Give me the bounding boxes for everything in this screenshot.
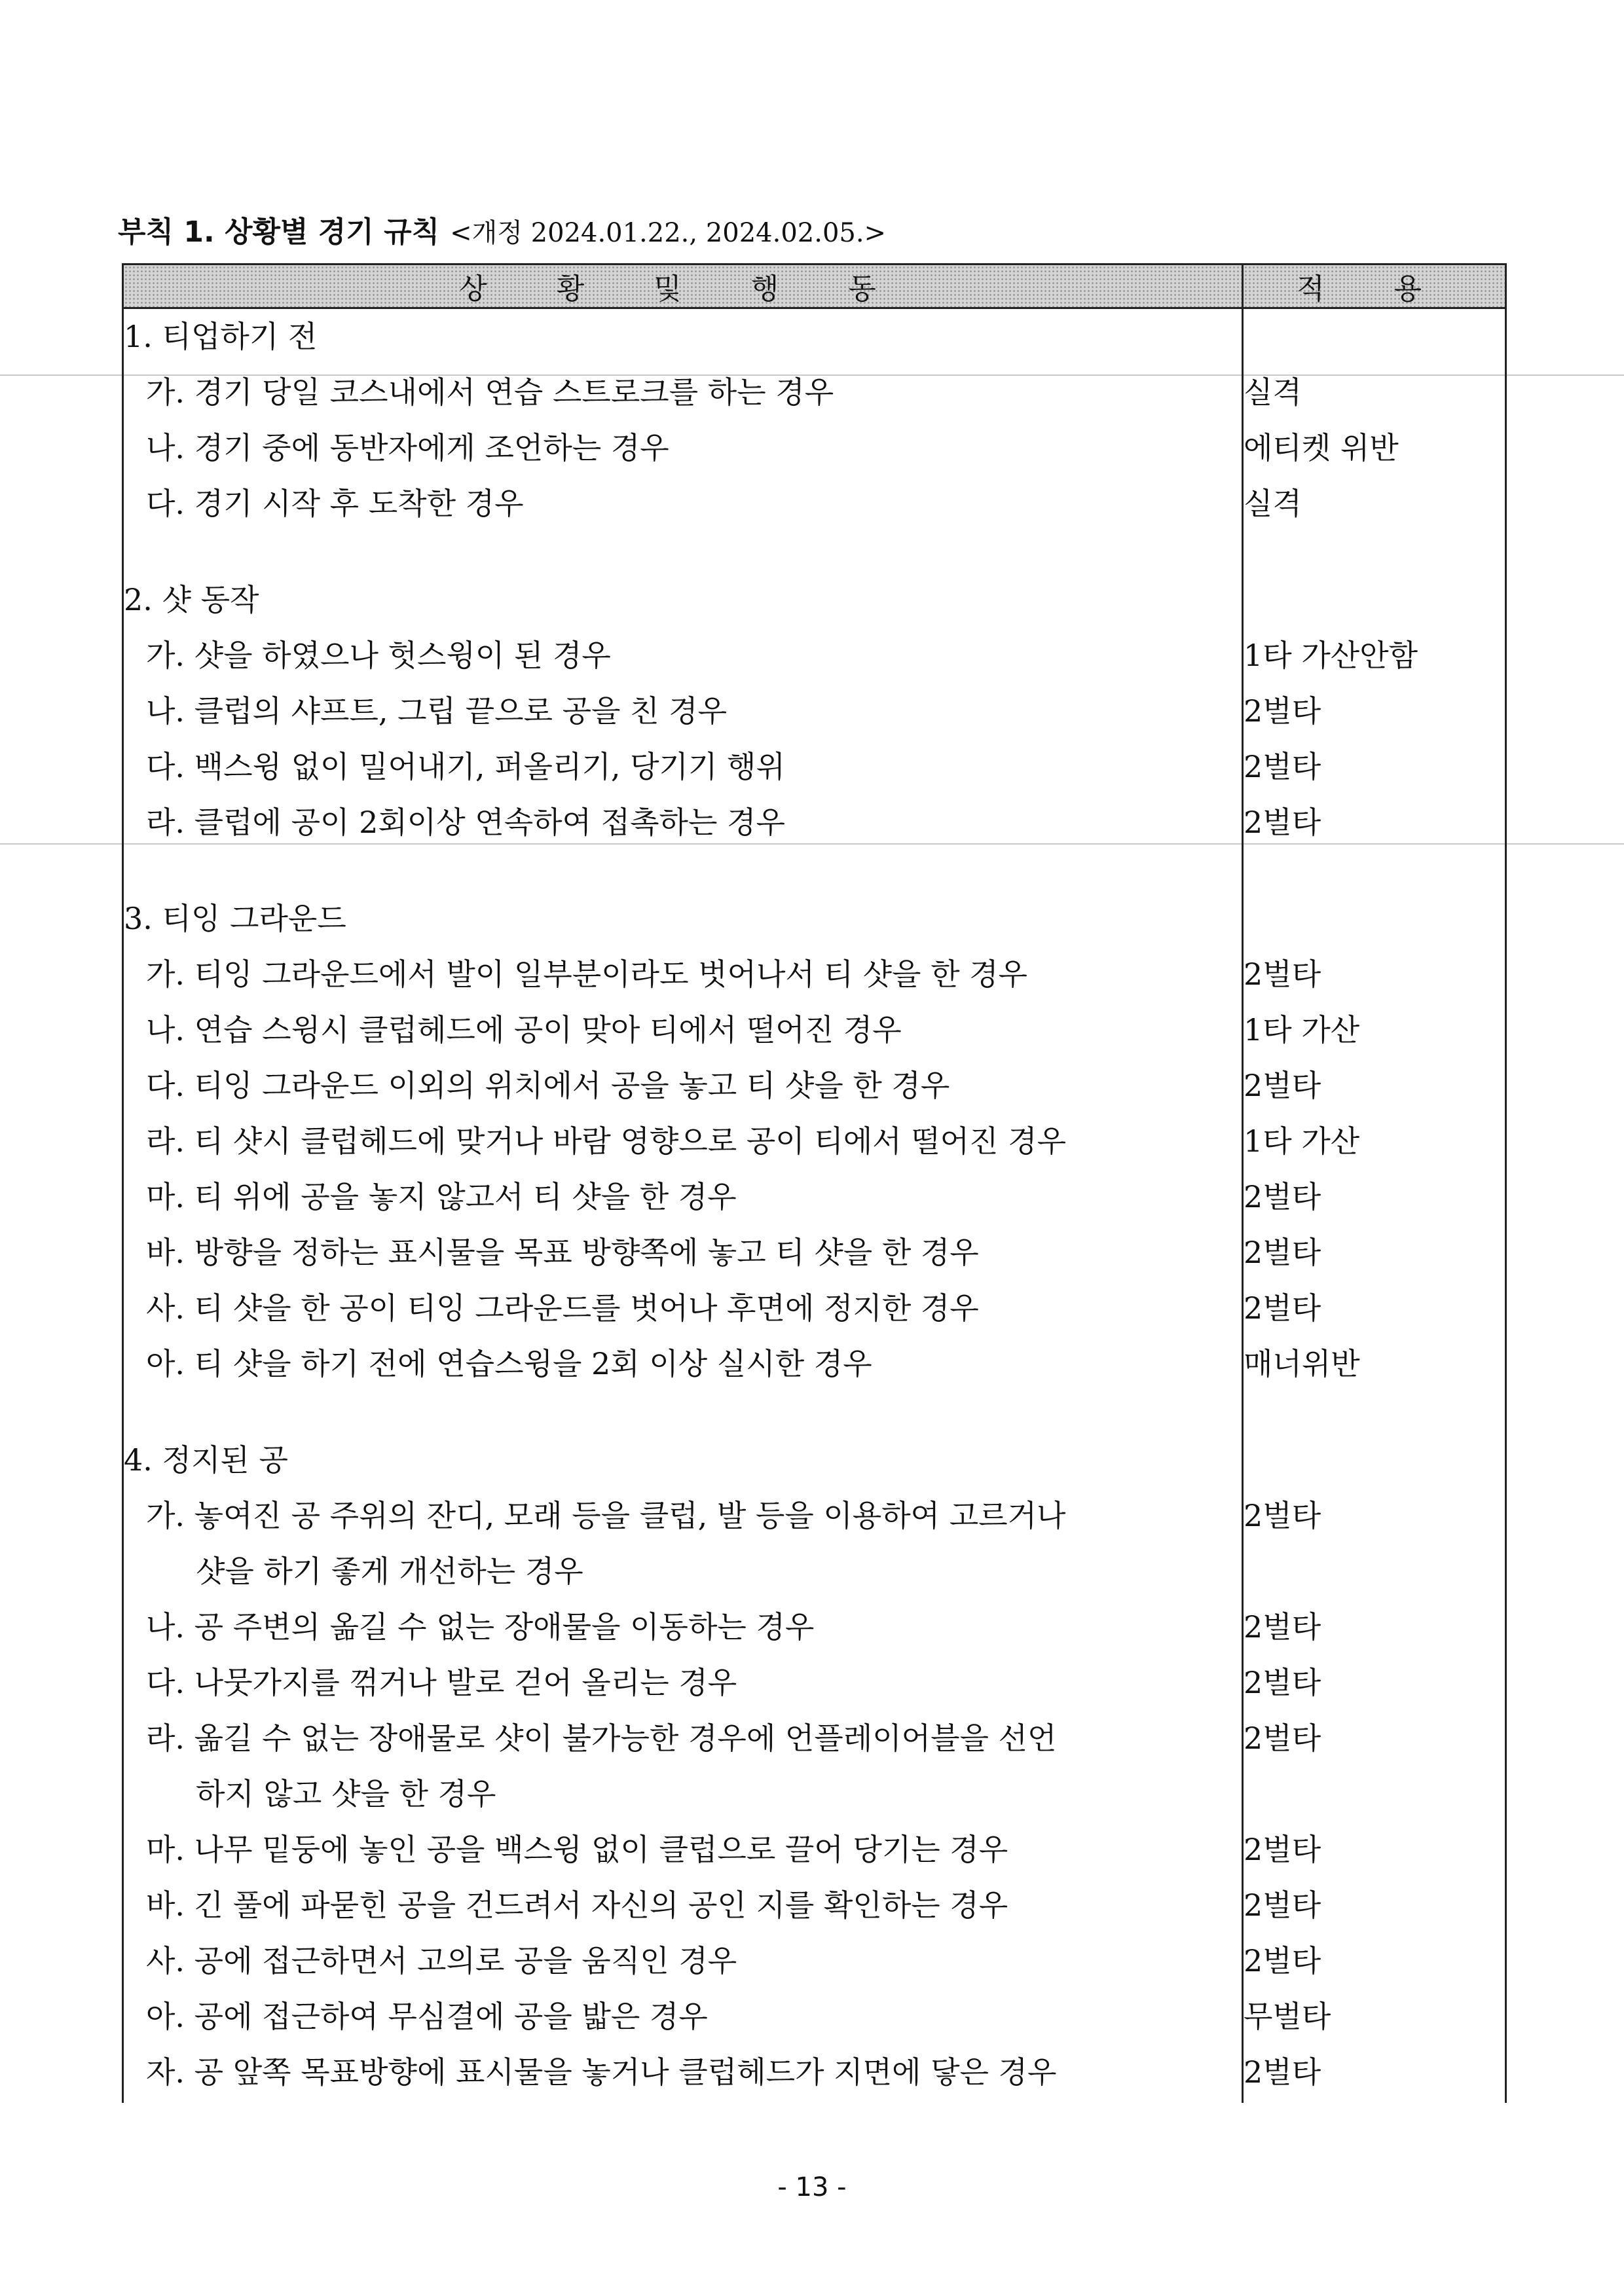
penalty-cell: 2벌타 xyxy=(1243,1878,1506,1933)
rule-row xyxy=(123,683,1506,739)
penalty-cell: 에티켓 위반 xyxy=(1243,420,1506,476)
situation-text: 다. 경기 시작 후 도착한 경우 xyxy=(146,486,524,521)
penalty-cell: 2벌타 xyxy=(1243,1169,1506,1225)
section-title: 3. 티잉 그라운드 xyxy=(124,901,346,936)
situation-cell xyxy=(123,1225,1243,1281)
penalty-cell: 1타 가산안함 xyxy=(1243,628,1506,683)
penalty-cell: 2벌타 xyxy=(1243,739,1506,795)
section-gap-row xyxy=(123,1392,1506,1432)
situation-cell xyxy=(123,628,1243,683)
situation-text: 사. 공에 접근하면서 고의로 공을 움직인 경우 xyxy=(146,1943,737,1978)
situation-text: 라. 클럽에 공이 2회이상 연속하여 접촉하는 경우 xyxy=(146,805,785,840)
situation-cell xyxy=(123,1114,1243,1169)
section-heading-row xyxy=(123,308,1506,365)
penalty-cell: 2벌타 xyxy=(1243,795,1506,850)
section-penalty-empty xyxy=(1243,572,1506,628)
rule-row xyxy=(123,2045,1506,2103)
page-number: - 13 - xyxy=(777,2172,847,2202)
title-main: 부칙 1. 상황별 경기 규칙 xyxy=(118,215,440,249)
rule-row xyxy=(123,1336,1506,1392)
situation-text: 바. 방향을 정하는 표시물을 목표 방향쪽에 놓고 티 샷을 한 경우 xyxy=(146,1235,979,1270)
situation-cell xyxy=(123,1655,1243,1711)
rule-row xyxy=(123,795,1506,850)
table-header-row xyxy=(123,264,1506,308)
section-title: 2. 샷 동작 xyxy=(124,582,259,617)
situation-cell xyxy=(123,365,1243,420)
penalty-cell: 2벌타 xyxy=(1243,947,1506,1002)
section-title: 4. 정지된 공 xyxy=(124,1442,288,1478)
situation-text: 다. 티잉 그라운드 이외의 위치에서 공을 놓고 티 샷을 한 경우 xyxy=(146,1068,950,1103)
situation-text: 바. 긴 풀에 파묻힌 공을 건드려서 자신의 공인 지를 확인하는 경우 xyxy=(146,1887,1008,1923)
situation-text: 사. 티 샷을 한 공이 티잉 그라운드를 벗어나 후면에 정지한 경우 xyxy=(146,1290,979,1326)
situation-text: 나. 경기 중에 동반자에게 조언하는 경우 xyxy=(146,430,669,465)
penalty-cell: 2벌타 xyxy=(1243,1225,1506,1281)
penalty-cell: 2벌타 xyxy=(1243,1822,1506,1878)
rule-row xyxy=(123,1058,1506,1114)
rule-row xyxy=(123,1989,1506,2045)
section-heading-row xyxy=(123,1432,1506,1488)
rules-table xyxy=(122,263,1507,2103)
penalty-cell: 2벌타 xyxy=(1243,1281,1506,1336)
penalty-cell: 실격 xyxy=(1243,476,1506,532)
situation-text: 다. 나뭇가지를 꺾거나 발로 걷어 올리는 경우 xyxy=(146,1665,737,1700)
situation-cell xyxy=(123,1169,1243,1225)
situation-cell xyxy=(123,1878,1243,1933)
gap-cell xyxy=(1243,850,1506,891)
situation-cell xyxy=(123,1599,1243,1655)
rule-row xyxy=(123,1655,1506,1711)
rule-row xyxy=(123,1169,1506,1225)
rule-row xyxy=(123,1281,1506,1336)
penalty-cell: 2벌타 xyxy=(1243,1933,1506,1989)
gap-cell xyxy=(1243,532,1506,572)
rule-row xyxy=(123,1822,1506,1878)
section-gap-row xyxy=(123,850,1506,891)
situation-cell xyxy=(123,420,1243,476)
situation-cell xyxy=(123,1336,1243,1392)
situation-cell xyxy=(123,476,1243,532)
rule-row xyxy=(123,1002,1506,1058)
revision-note: <개정 2024.01.22., 2024.02.05.> xyxy=(450,218,887,248)
section-penalty-empty xyxy=(1243,891,1506,947)
situation-text: 마. 티 위에 공을 놓지 않고서 티 샷을 한 경우 xyxy=(146,1179,737,1214)
rule-row xyxy=(123,1225,1506,1281)
header-penalty: 적 용 xyxy=(1243,264,1506,308)
situation-text: 라. 티 샷시 클럽헤드에 맞거나 바람 영향으로 공이 티에서 떨어진 경우 xyxy=(146,1123,1067,1159)
penalty-cell: 2벌타 xyxy=(1243,683,1506,739)
situation-cell xyxy=(123,1822,1243,1878)
penalty-cell: 2벌타 xyxy=(1243,1058,1506,1114)
penalty-cell: 2벌타 xyxy=(1243,1488,1506,1599)
situation-text: 라. 옮길 수 없는 장애물로 샷이 불가능한 경우에 언플레이어블을 선언 xyxy=(146,1721,1057,1756)
rule-row xyxy=(123,628,1506,683)
penalty-cell: 1타 가산 xyxy=(1243,1114,1506,1169)
situation-cell xyxy=(123,2045,1243,2103)
section-penalty-empty xyxy=(1243,308,1506,365)
situation-text: 자. 공 앞쪽 목표방향에 표시물을 놓거나 클럽헤드가 지면에 닿은 경우 xyxy=(146,2054,1057,2090)
situation-cell xyxy=(123,947,1243,1002)
section-gap-row xyxy=(123,532,1506,572)
section-title: 1. 티업하기 전 xyxy=(124,319,318,354)
situation-cell xyxy=(123,1711,1243,1822)
situation-continuation: 샷을 하기 좋게 개선하는 경우 xyxy=(196,1554,583,1589)
situation-text: 아. 티 샷을 하기 전에 연습스윙을 2회 이상 실시한 경우 xyxy=(146,1346,872,1381)
section-heading xyxy=(123,308,1243,365)
situation-text: 다. 백스윙 없이 밀어내기, 퍼올리기, 당기기 행위 xyxy=(146,749,785,784)
situation-cell xyxy=(123,739,1243,795)
section-heading-row xyxy=(123,891,1506,947)
rule-row xyxy=(123,1599,1506,1655)
rule-row xyxy=(123,365,1506,420)
penalty-cell: 2벌타 xyxy=(1243,1711,1506,1822)
rule-row xyxy=(123,739,1506,795)
penalty-cell: 2벌타 xyxy=(1243,2045,1506,2103)
situation-text: 나. 공 주변의 옮길 수 없는 장애물을 이동하는 경우 xyxy=(146,1609,815,1645)
section-heading xyxy=(123,1432,1243,1488)
situation-text: 가. 샷을 하였으나 헛스윙이 된 경우 xyxy=(146,638,611,673)
gap-cell xyxy=(123,532,1243,572)
penalty-cell: 2벌타 xyxy=(1243,1655,1506,1711)
situation-text: 나. 연습 스윙시 클럽헤드에 공이 맞아 티에서 떨어진 경우 xyxy=(146,1012,902,1048)
rules-body xyxy=(123,308,1506,2104)
gap-cell xyxy=(1243,1392,1506,1432)
situation-text: 가. 놓여진 공 주위의 잔디, 모래 등을 클럽, 발 등을 이용하여 고르거나 xyxy=(146,1498,1066,1533)
situation-continuation: 하지 않고 샷을 한 경우 xyxy=(196,1776,496,1812)
header-situation: 상 황 및 행 동 xyxy=(123,264,1243,308)
rule-row xyxy=(123,1114,1506,1169)
situation-text: 마. 나무 밑둥에 놓인 공을 백스윙 없이 클럽으로 끌어 당기는 경우 xyxy=(146,1832,1008,1867)
rule-row xyxy=(123,476,1506,532)
rule-row xyxy=(123,1878,1506,1933)
situation-text: 가. 티잉 그라운드에서 발이 일부분이라도 벗어나서 티 샷을 한 경우 xyxy=(146,957,1027,992)
situation-text: 아. 공에 접근하여 무심결에 공을 밟은 경우 xyxy=(146,1999,708,2034)
gap-cell xyxy=(123,1392,1243,1432)
rule-row xyxy=(123,1488,1506,1599)
section-penalty-empty xyxy=(1243,1432,1506,1488)
rule-row xyxy=(123,1711,1506,1822)
section-heading xyxy=(123,891,1243,947)
section-heading xyxy=(123,572,1243,628)
penalty-cell: 매너위반 xyxy=(1243,1336,1506,1392)
rule-row xyxy=(123,420,1506,476)
rule-row xyxy=(123,1933,1506,1989)
section-heading-row xyxy=(123,572,1506,628)
situation-text: 나. 클럽의 샤프트, 그립 끝으로 공을 친 경우 xyxy=(146,693,728,729)
situation-cell xyxy=(123,1933,1243,1989)
situation-cell xyxy=(123,1989,1243,2045)
penalty-cell: 실격 xyxy=(1243,365,1506,420)
page-title xyxy=(118,208,886,250)
situation-cell xyxy=(123,1488,1243,1599)
situation-cell xyxy=(123,1002,1243,1058)
situation-cell xyxy=(123,1058,1243,1114)
situation-cell xyxy=(123,683,1243,739)
penalty-cell: 2벌타 xyxy=(1243,1599,1506,1655)
situation-cell xyxy=(123,795,1243,850)
gap-cell xyxy=(123,850,1243,891)
penalty-cell: 무벌타 xyxy=(1243,1989,1506,2045)
situation-text: 가. 경기 당일 코스내에서 연습 스트로크를 하는 경우 xyxy=(146,374,834,410)
rule-row xyxy=(123,947,1506,1002)
penalty-cell: 1타 가산 xyxy=(1243,1002,1506,1058)
situation-cell xyxy=(123,1281,1243,1336)
